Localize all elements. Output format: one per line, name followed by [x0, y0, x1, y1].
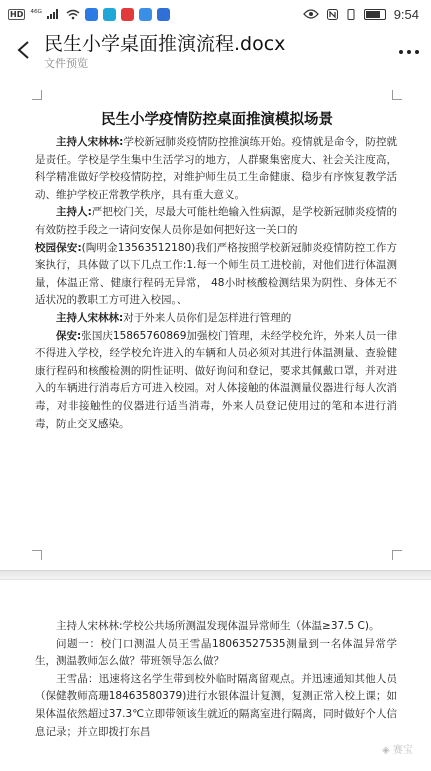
hd-badge: HD	[10, 9, 24, 19]
page-corner-mark	[392, 550, 402, 560]
paragraph: 问题一：校门口测温人员王雪晶18063527535测量到一名体温异常学生，测温教师怎么做？带班领导怎么做？	[35, 637, 397, 668]
status-bar	[0, 0, 431, 28]
app-icon-blue2	[157, 8, 170, 21]
paragraph	[35, 310, 397, 328]
watermark-logo: ◈ 赛宝	[382, 745, 413, 756]
speaker-label: 主持人宋林林:	[56, 136, 124, 148]
app-icon-red	[121, 8, 134, 21]
back-button[interactable]	[4, 30, 44, 70]
battery-level	[366, 11, 380, 18]
app-icon-lightblue	[139, 8, 152, 21]
paragraph: 主持人宋林林:学校公共场所测温发现体温异常师生（体温≥37.5 C)。	[56, 620, 380, 632]
paragraph	[35, 134, 397, 204]
paragraph	[35, 240, 397, 310]
page-1-body	[35, 134, 397, 433]
vibrate-icon	[346, 9, 356, 20]
status-left	[8, 8, 170, 21]
paragraph	[35, 204, 397, 239]
title-block	[44, 28, 387, 72]
battery-icon	[364, 9, 386, 20]
speaker-label: 主持人宋林林:	[56, 311, 124, 324]
paragraph: 王雪晶：迅速将这名学生带到校外临时隔离留观点。并迅速通知其他人员（保健教师高珊18463580379)进行水银体温计复测，复测正常入校上课；如果体温依然超过37.3℃立即带领该生就近的隔离室进行隔离，同时做好个人信息记录；并立即拨打东昌	[35, 672, 397, 738]
signal-bars-icon	[47, 9, 61, 19]
document-title: 民生小学桌面推演流程.docx	[44, 33, 286, 55]
page-separator	[0, 570, 431, 580]
document-page-2	[32, 618, 402, 771]
document-subtitle: 文件预览	[44, 57, 88, 70]
paragraph-text: (陶明金13563512180)我们严格按照学校新冠肺炎疫情防控工作方案执行，具体做了以下几点工作:1.每一个师生员工进校前，对他们进行体温测量，体温正常、健康行程码无异常， 48小时核酸检测结果为阴性、身体无不适状况的教职工方可进入校园。、	[35, 241, 397, 307]
page-2-body	[35, 618, 397, 741]
app-bar	[0, 28, 431, 76]
paragraph	[35, 328, 397, 434]
paragraph-text: 张国庆15865760869加强校门管理，未经学校允许，外来人员一律不得进入学校，经学校允许进入的车辆和人员必须对其进行体温测量、查验健康行程码和核酸检测的阴性证明、做好询问和登记，要求其佩戴口罩，并对进入的车辆进行消毒后方可进入校园。对人体接触的体温测量仪器进行每人次消毒，对非接触性的仪器进行适当消毒，外来人员登记使用过的笔和本进行消毒，防止交叉感染。	[35, 329, 397, 430]
more-options-button[interactable]	[387, 34, 431, 70]
nfc-icon	[327, 9, 338, 20]
paragraph-text: 学校新冠肺炎疫情防控推演练开始。疫情就是命令，防控就是责任。学校是学生集中生活学习的地方，人群聚集密度大、社会关注度高，科学精准做好学校疫情防控，对维护师生员工生命健康、稳步有序恢复教学活动、维护学校正常教学秩序，具有重大意义。	[35, 136, 398, 201]
status-right	[303, 7, 419, 22]
document-viewer[interactable]	[0, 78, 431, 771]
page-corner-mark	[32, 90, 42, 100]
app-icon-blue	[85, 8, 98, 21]
wifi-icon	[66, 9, 80, 20]
page-heading: 民生小学疫情防控桌面推演模拟场景	[101, 112, 333, 128]
clock: 9:54	[393, 6, 419, 22]
more-dots-icon	[399, 50, 419, 54]
document-page-1	[32, 78, 402, 560]
speaker-label: 主持人:	[56, 206, 92, 219]
paragraph-text: 严把校门关，尽最大可能杜绝输入性病源，是学校新冠肺炎疫情的有效防控手段之一请问安保人员你是如何把好这一关口的	[35, 206, 398, 236]
speaker-label: 保安:	[56, 329, 82, 342]
app-icon-teal	[103, 8, 116, 21]
signal-icon: ⁴⁶ᴳ	[30, 9, 42, 19]
paragraph-text: 对于外来人员你们是怎样进行管理的	[123, 311, 292, 324]
page-corner-mark	[32, 550, 42, 560]
page-corner-mark	[392, 90, 402, 100]
eye-icon	[303, 9, 319, 19]
speaker-label: 校园保安:	[35, 241, 82, 254]
back-arrow-icon	[16, 41, 32, 59]
